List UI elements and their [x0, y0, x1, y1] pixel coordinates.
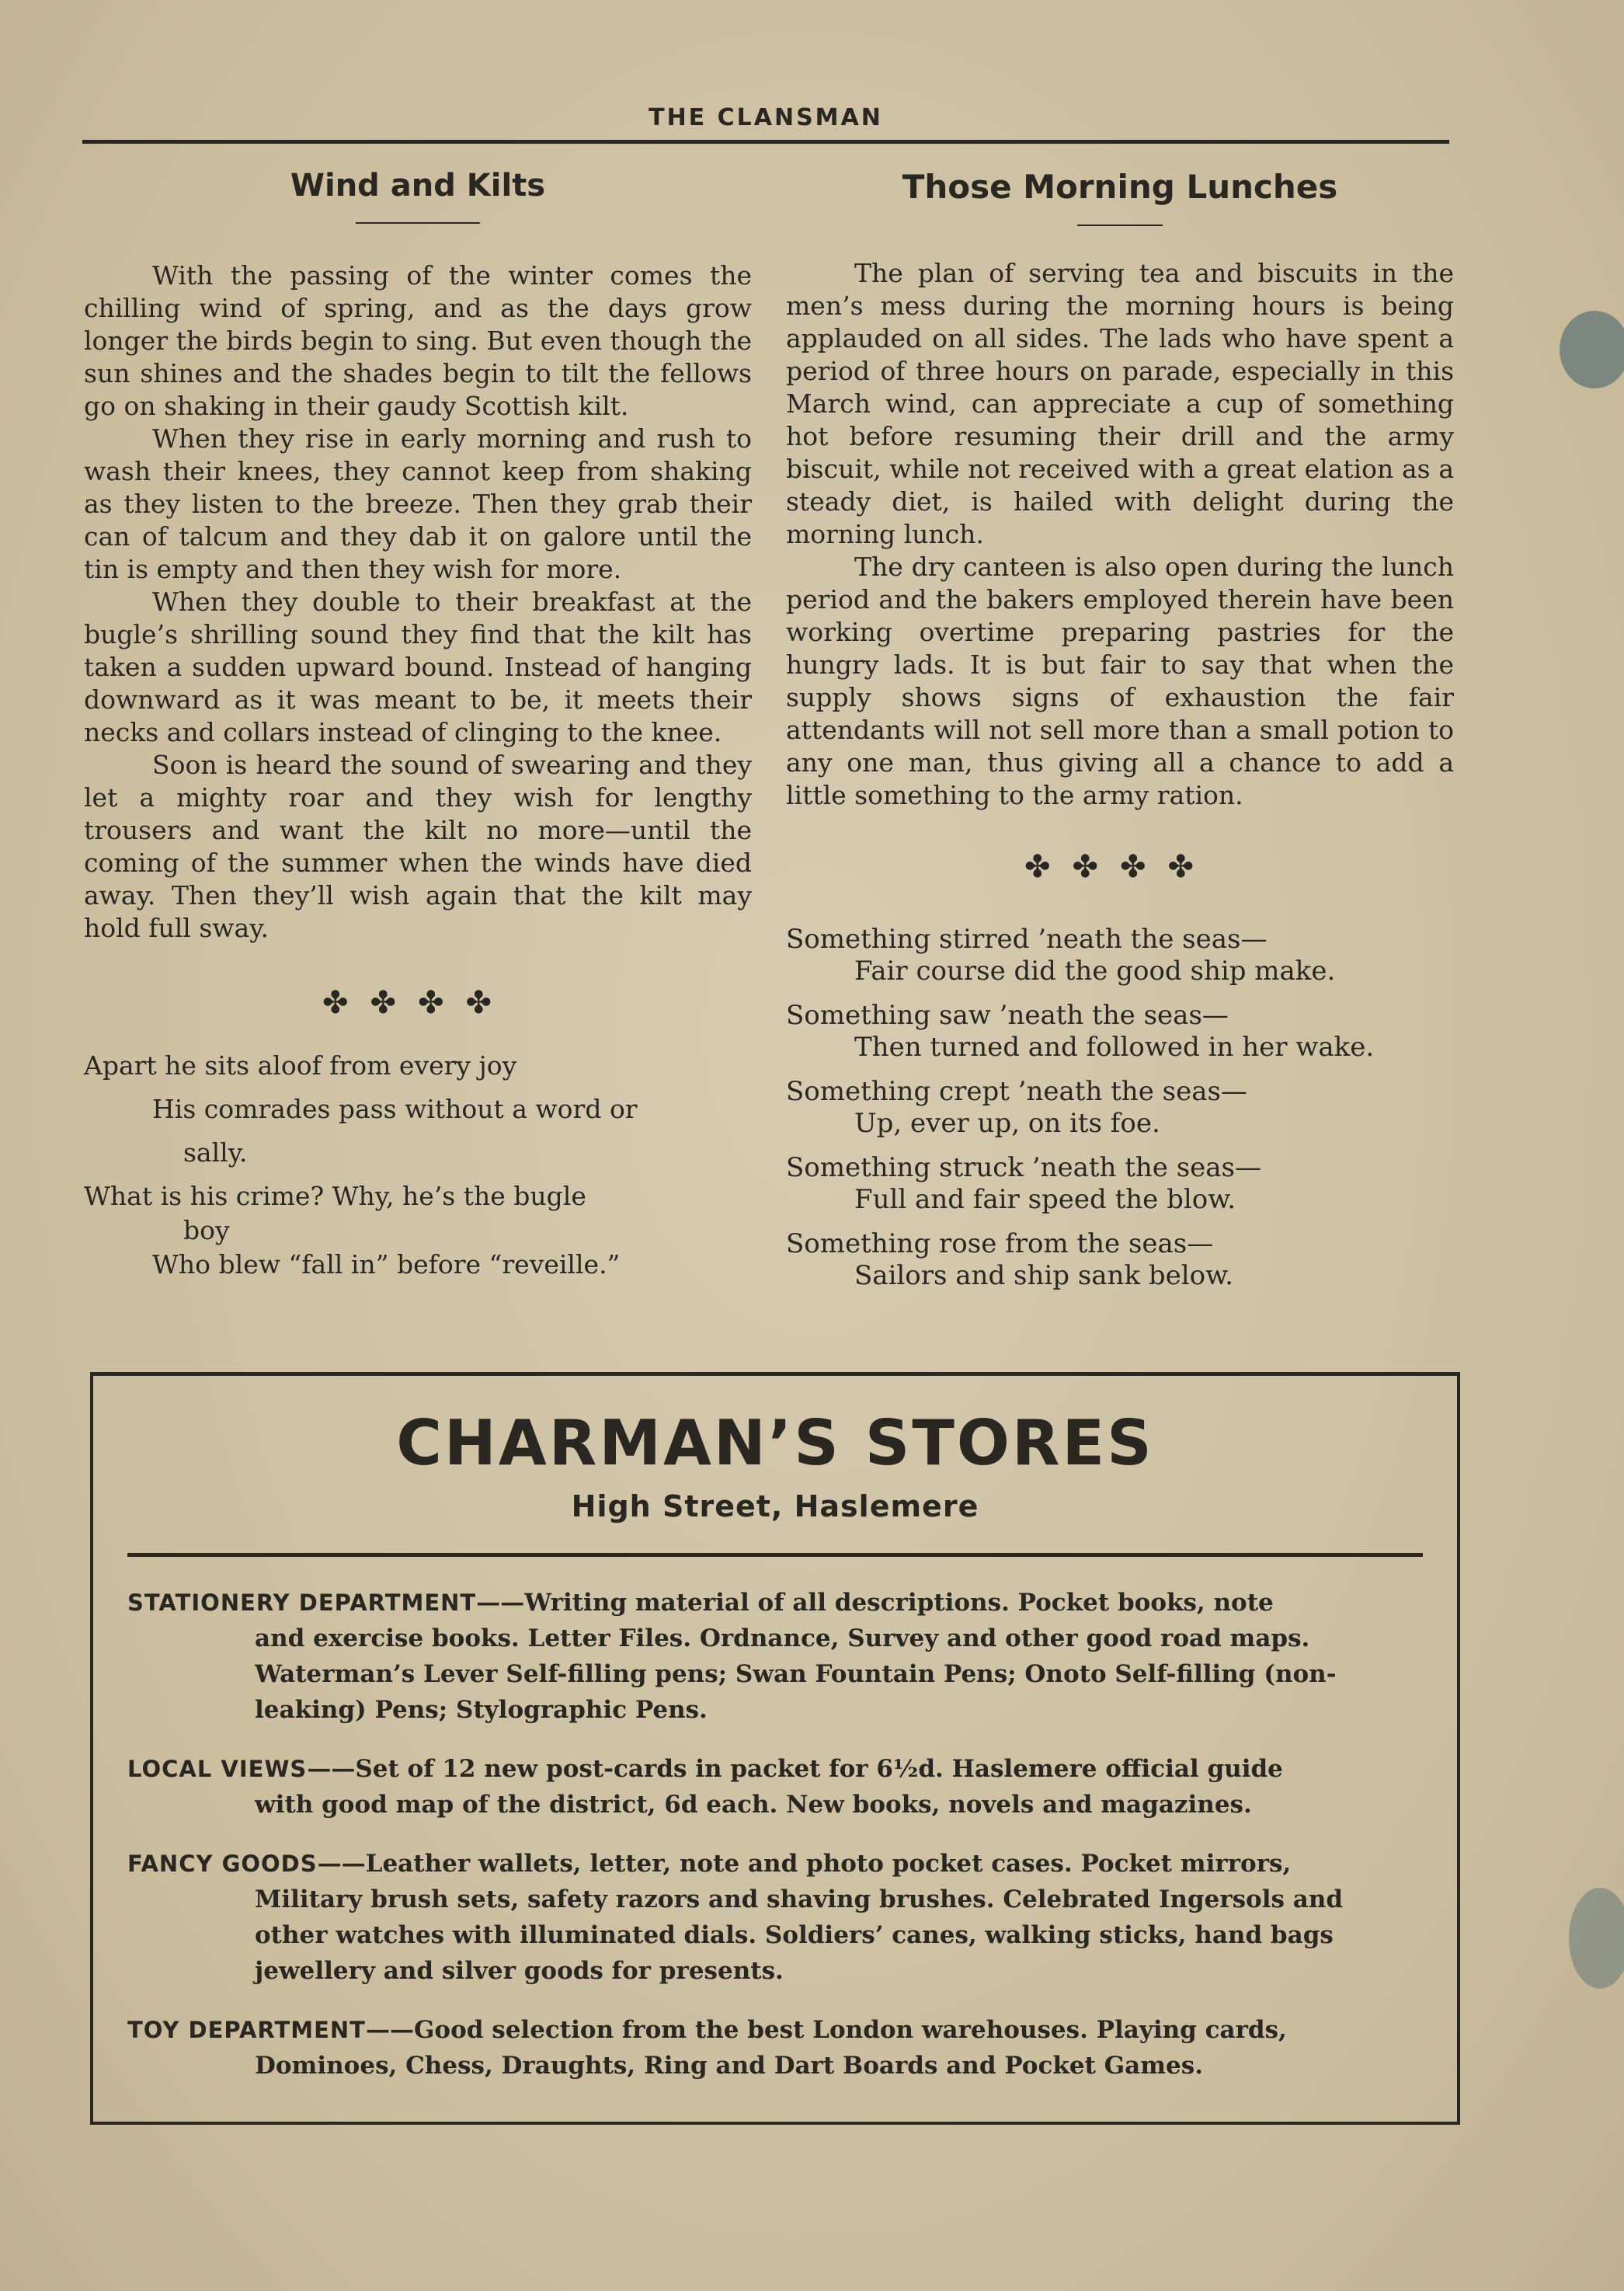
poem-line: Something struck ’neath the seas— [786, 1152, 1261, 1183]
title-rule [1077, 225, 1163, 226]
department-name: TOY DEPARTMENT [127, 2017, 366, 2043]
fleuron-ornament: ✤✤✤✤ [1024, 849, 1216, 885]
department-description: ——Leather wallets, letter, note and photo pocket cases. Pocket mirrors, [317, 1850, 1292, 1878]
poem-stanza [786, 1076, 1454, 1140]
poem-line: sally. [183, 1137, 248, 1168]
department-description-cont: Military brush sets, safety razors and shaving brushes. Celebrated Ingersols and other watches with illuminated dials. Soldiers’ canes, walking sticks, hand bags jewellery and silver goods for presents. [255, 1885, 1344, 1985]
poem-line: Sailors and ship sank below. [854, 1260, 1233, 1291]
page-stain [1569, 1888, 1624, 1989]
department-name: FANCY GOODS [127, 1851, 318, 1877]
poem-stanza [786, 1228, 1454, 1292]
article-paragraph: The dry canteen is also open during the lunch period and the bakers employed therein have been working overtime preparing pastries for the hungry lads. It is but fair to say that when the supply shows signs of exhaustion the fair attendants will not sell more than a small potion to any one man, thus giving all a chance to add a little something to the army ration. [786, 552, 1454, 810]
department-name: STATIONERY DEPARTMENT [127, 1589, 477, 1616]
department-description-cont: Dominoes, Chess, Draughts, Ring and Dart Boards and Pocket Games. [255, 2052, 1203, 2080]
article-paragraph: When they rise in early morning and rush to wash their knees, they cannot keep from shaking as they listen to the breeze. Then they grab their can of talcum and they dab it on galore until the tin is empty and then they wish for more. [84, 423, 752, 584]
fleuron-ornament: ✤✤✤✤ [322, 985, 514, 1021]
poem-line: Who blew “fall in” before “reveille.” [152, 1249, 621, 1280]
department-description-cont: with good map of the district, 6d each. New books, novels and magazines. [255, 1791, 1252, 1819]
department-entry [127, 2012, 1423, 2084]
poem-line: Fair course did the good ship make. [854, 956, 1336, 987]
poem-line: Something saw ’neath the seas— [786, 1000, 1229, 1031]
poem-line: Something crept ’neath the seas— [786, 1076, 1247, 1107]
department-description: ——Set of 12 new post-cards in packet for 6½d. Haslemere official guide [307, 1755, 1283, 1783]
article-title: Those Morning Lunches [902, 168, 1338, 206]
store-name: CHARMAN’S STORES [396, 1407, 1154, 1479]
department-name: LOCAL VIEWS [127, 1756, 308, 1782]
department-entry [127, 1846, 1423, 1989]
article-paragraph: The plan of serving tea and biscuits in the men’s mess during the morning hours is being applauded on all sides. The lads who have spent a period of three hours on parade, especially in this March wind, can appreciate a cup of something hot before resuming their drill and the army biscuit, while not received with a great elation as a steady diet, is hailed with delight during the morning lunch. [786, 258, 1454, 549]
ad-rule [127, 1553, 1423, 1557]
page-header: THE CLANSMAN [649, 104, 883, 131]
page-stain [1560, 311, 1624, 388]
header-rule [82, 140, 1449, 144]
title-rule [356, 222, 480, 224]
poem-line: boy [183, 1215, 230, 1245]
poem-stanza [786, 924, 1454, 987]
poem-line: His comrades pass without a word or [152, 1094, 638, 1124]
left-column [84, 163, 752, 1282]
article-paragraph: When they double to their breakfast at the bugle’s shrilling sound they find that the kilt has taken a sudden upward bound. Instead of hanging downward as it was meant to be, it meets their necks and collars instead of clinging to the knee. [84, 587, 752, 747]
department-description-cont: and exercise books. Letter Files. Ordnance, Survey and other good road maps. Waterman’s Lever Self-filling pens; Swan Fountain Pens; Onoto Self-filling (non-leaking) Pens; Stylographic Pens. [255, 1624, 1337, 1724]
article-paragraph: With the passing of the winter comes the chilling wind of spring, and as the days grow longer the birds begin to sing. But even though the sun shines and the shades begin to tilt the fellows go on shaking in their gaudy Scottish kilt. [84, 260, 752, 421]
department-description: ——Good selection from the best London warehouses. Playing cards, [365, 2016, 1287, 2044]
poem-line: Something stirred ’neath the seas— [786, 924, 1268, 955]
poem-line: What is his crime? Why, he’s the bugle [84, 1181, 586, 1211]
store-advertisement [90, 1372, 1460, 2125]
right-column [786, 163, 1454, 1304]
poem-stanza [786, 1152, 1454, 1216]
store-address: High Street, Haslemere [571, 1489, 979, 1523]
poem-line: Full and fair speed the blow. [854, 1184, 1236, 1215]
department-entry [127, 1751, 1423, 1823]
poem-line: Up, ever up, on its foe. [854, 1108, 1160, 1139]
poem-line: Apart he sits aloof from every joy [84, 1050, 517, 1081]
poem-line: Then turned and followed in her wake. [854, 1032, 1375, 1063]
poem-stanza [786, 1000, 1454, 1064]
article-paragraph: Soon is heard the sound of swearing and they let a mighty roar and they wish for lengthy trousers and want the kilt no more—until the coming of the summer when the winds have died away. Then they’ll wish again that the kilt may hold full sway. [84, 750, 752, 943]
poem [84, 1049, 752, 1282]
poem [786, 924, 1454, 1292]
department-entry [127, 1585, 1423, 1728]
article-title: Wind and Kilts [290, 168, 546, 204]
department-description: ——Writing material of all descriptions. Pocket books, note [476, 1589, 1274, 1617]
poem-line: Something rose from the seas— [786, 1228, 1214, 1259]
